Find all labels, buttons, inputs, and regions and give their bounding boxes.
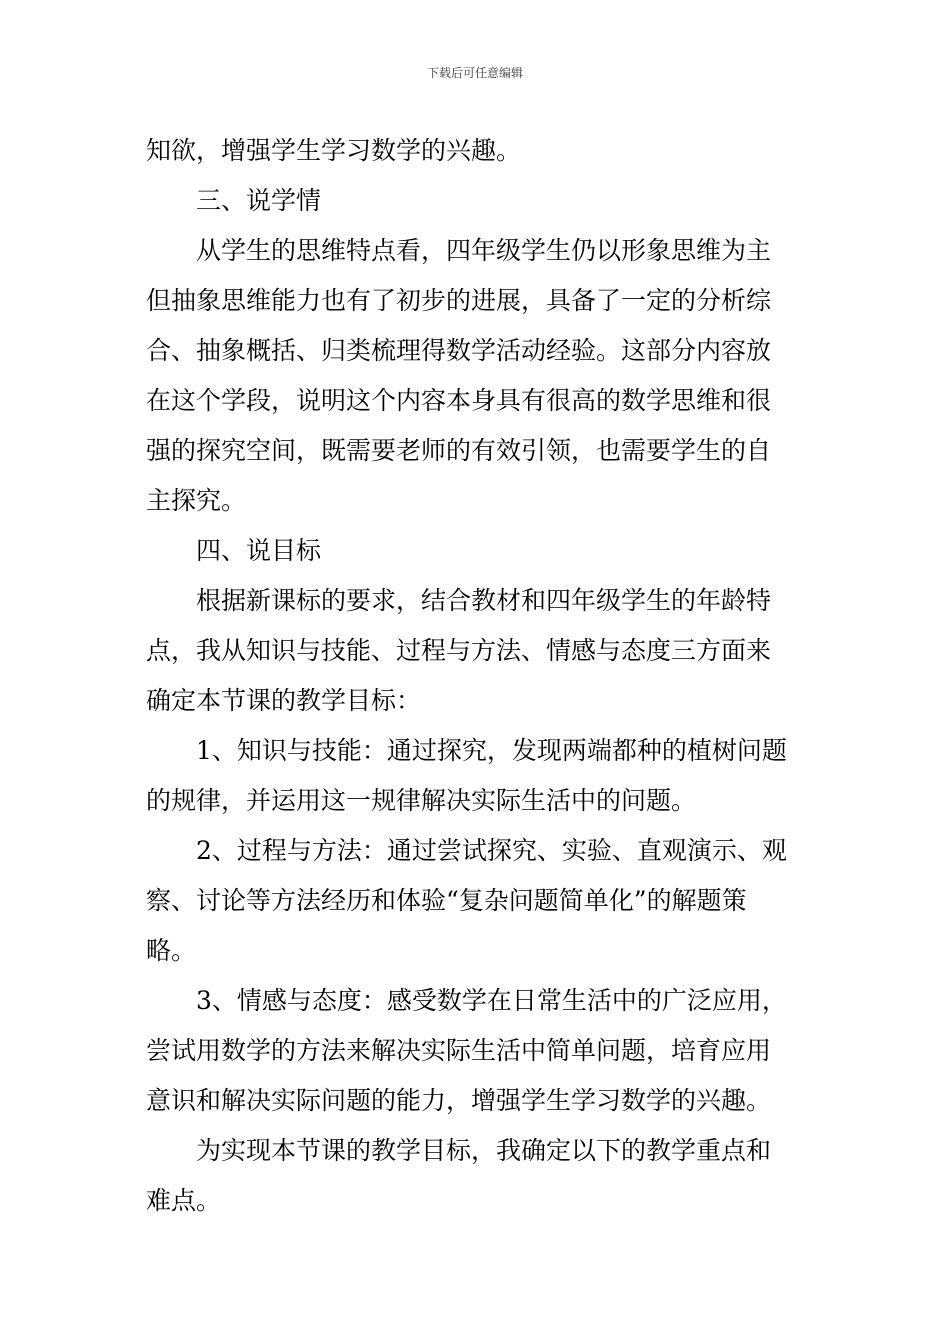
text-line: 略。 bbox=[146, 936, 197, 965]
objective-item-attitude: 3、情感与态度：感受数学在日常生活中的广泛应用， bbox=[196, 986, 787, 1015]
text-line: 为实现本节课的教学目标，我确定以下的教学重点和 bbox=[196, 1136, 772, 1165]
text-line: 点，我从知识与技能、过程与方法、情感与态度三方面来 bbox=[146, 636, 772, 665]
text-line: 从学生的思维特点看，四年级学生仍以形象思维为主 bbox=[196, 236, 772, 265]
text-line: 意识和解决实际问题的能力，增强学生学习数学的兴趣。 bbox=[146, 1086, 772, 1115]
section-heading-learning-situation: 三、说学情 bbox=[196, 186, 322, 215]
document-body bbox=[146, 126, 811, 1226]
objective-item-knowledge: 1、知识与技能：通过探究，发现两端都种的植树问题 bbox=[196, 736, 787, 765]
page-header-note: 下载后可任意编辑 bbox=[426, 66, 523, 80]
text-line: 知欲，增强学生学习数学的兴趣。 bbox=[146, 136, 522, 165]
text-line: 的规律，并运用这一规律解决实际生活中的问题。 bbox=[146, 786, 697, 815]
text-line: 难点。 bbox=[146, 1186, 222, 1215]
text-line: 强的探究空间，既需要老师的有效引领，也需要学生的自 bbox=[146, 436, 772, 465]
text-line: 察、讨论等方法经历和体验“复杂问题简单化”的解题策 bbox=[146, 886, 747, 915]
section-heading-objectives: 四、说目标 bbox=[196, 536, 322, 565]
text-line: 根据新课标的要求，结合教材和四年级学生的年龄特 bbox=[196, 586, 772, 615]
text-line: 确定本节课的教学目标： bbox=[146, 686, 422, 715]
text-line: 在这个学段，说明这个内容本身具有很高的数学思维和很 bbox=[146, 386, 772, 415]
objective-item-process: 2、过程与方法：通过尝试探究、实验、直观演示、观 bbox=[196, 836, 787, 865]
text-line: 合、抽象概括、归类梳理得数学活动经验。这部分内容放 bbox=[146, 336, 772, 365]
text-line: 尝试用数学的方法来解决实际生活中简单问题，培育应用 bbox=[146, 1036, 772, 1065]
text-line: 主探究。 bbox=[146, 486, 247, 515]
text-line: 但抽象思维能力也有了初步的进展，具备了一定的分析综 bbox=[146, 286, 772, 315]
